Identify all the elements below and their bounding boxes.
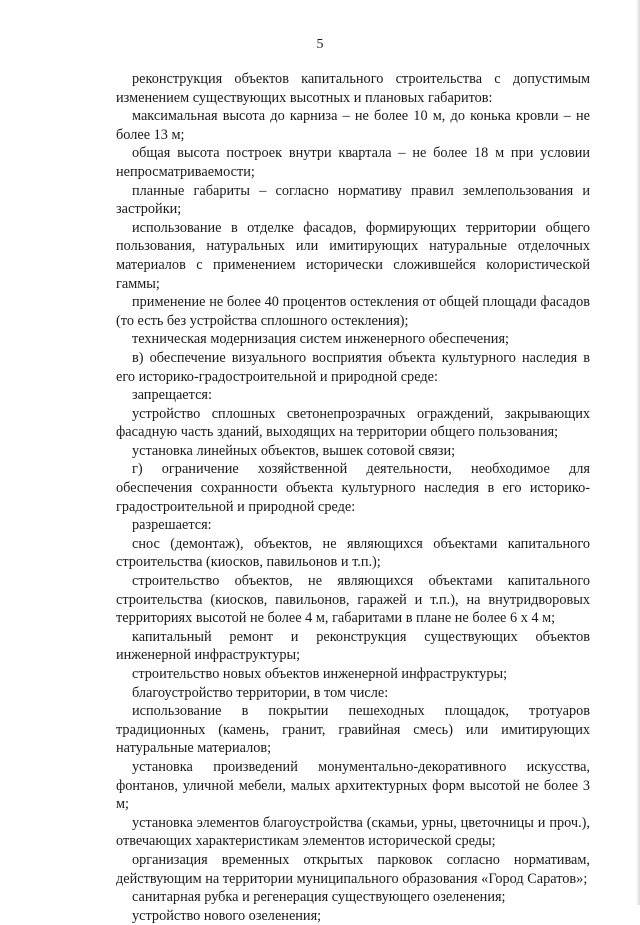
paragraph: устройство нового озеленения; [132, 907, 322, 924]
paragraph: максимальная высота до карниза – не более 10 м, до конька кровли – не более 13 м; [116, 108, 590, 143]
paragraph: строительство объектов, не являющихся объектами капитального строительства (киосков, павильонов, гаражей и т.п.), на внутридворовых территориях высотой не более 4 м, габаритами в плане не более 6 х 4 м; [116, 573, 590, 627]
paragraph: общая высота построек внутри квартала – не более 18 м при условии непросматриваемости; [116, 145, 590, 180]
paragraph: снос (демонтаж), объектов, не являющихся объектами капитального строительства (киосков, павильонов и т.п.); [116, 535, 590, 571]
paragraph: установка линейных объектов, вышек сотовой связи; [132, 442, 456, 459]
paragraph: установка элементов благоустройства (скамьи, урны, цветочницы и проч.), отвечающих характеристикам элементов исторической среды; [116, 814, 590, 850]
paragraph: использование в отделке фасадов, формирующих территории общего пользования, натуральных или имитирующих натуральные отделочных материалов с применением исторически сложившейся колористической гаммы; [116, 219, 590, 292]
paragraph: разрешается: [132, 517, 212, 534]
paragraph: использование в покрытии пешеходных площадок, тротуаров традиционных (камень, гранит, гравийная смесь) или имитирующих натуральные материалов; [116, 703, 590, 757]
paragraph: устройство сплошных светонепрозрачных ограждений, закрывающих фасадную часть зданий, выходящих на территории общего пользования; [116, 405, 590, 441]
paragraph: в) обеспечение визуального восприятия объекта культурного наследия в его историко-градостроительной и природной среде: [116, 349, 590, 385]
paragraph: установка произведений монументально-декоративного искусства, фонтанов, уличной мебели, малых архитектурных форм высотой не более 3 м; [116, 758, 590, 813]
paragraph: применение не более 40 процентов остекления от общей площади фасадов (то есть без устройства сплошного остекления); [116, 294, 590, 329]
page-number: 5 [316, 37, 324, 52]
paragraph: г) ограничение хозяйственной деятельности, необходимое для обеспечения сохранности объекта культурного наследия в его историко-градостроительной и природной среде: [116, 461, 590, 515]
paragraph: капитальный ремонт и реконструкция существующих объектов инженерной инфраструктуры; [116, 628, 590, 664]
paragraph: строительство новых объектов инженерной инфраструктуры; [132, 666, 508, 682]
paragraph: благоустройство территории, в том числе: [132, 684, 389, 701]
paragraph: санитарная рубка и регенерация существующего озеленения; [132, 889, 506, 906]
page-edge-shadow [636, 0, 640, 905]
paragraph: организация временных открытых парковок согласно нормативам, действующим на территории муниципального образования «Город Саратов»; [116, 851, 590, 887]
paragraph: техническая модернизация систем инженерного обеспечения; [132, 331, 509, 348]
paragraph: планные габариты – согласно нормативу правил землепользования и застройки; [116, 182, 590, 218]
document-body [116, 70, 590, 925]
paragraph: реконструкция объектов капитального строительства с допустимым изменением существующих высотных и плановых габаритов: [116, 71, 590, 106]
paragraph: запрещается: [132, 387, 212, 404]
